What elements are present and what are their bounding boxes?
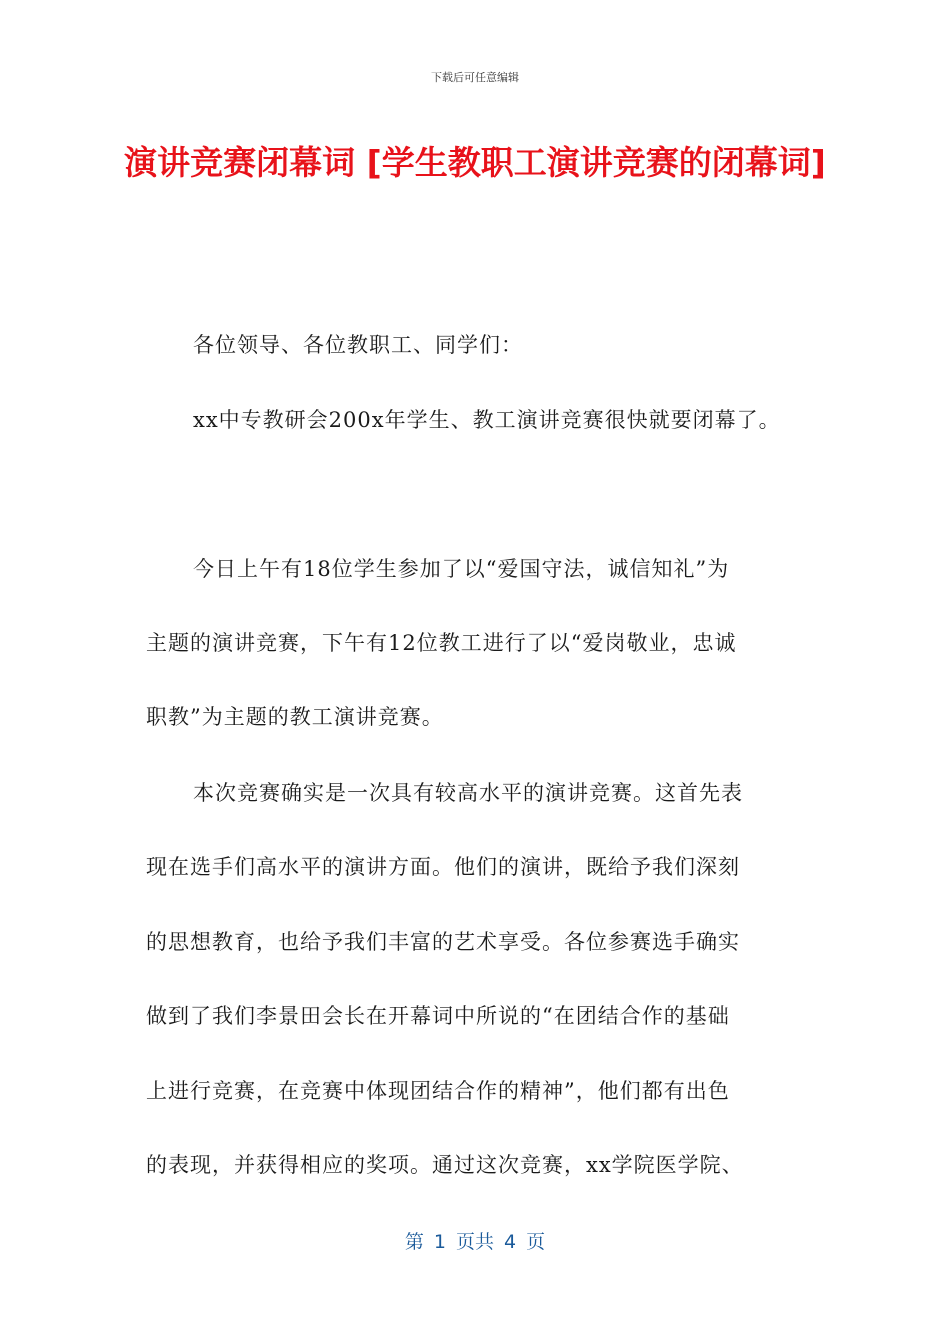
body-line: 上进行竞赛，在竞赛中体现团结合作的精神”，他们都有出色 [146, 1079, 730, 1103]
body-line: 职教”为主题的教工演讲竞赛。 [146, 705, 444, 729]
body-line: 本次竞赛确实是一次具有较高水平的演讲竞赛。这首先表 [193, 781, 743, 805]
body-line: 今日上午有18位学生参加了以“爱国守法，诚信知礼”为 [193, 557, 730, 581]
body-line: 现在选手们高水平的演讲方面。他们的演讲，既给予我们深刻 [146, 855, 740, 879]
body-line: xx中专教研会200x年学生、教工演讲竞赛很快就要闭幕了。 [193, 408, 781, 432]
body-line: 主题的演讲竞赛，下午有12位教工进行了以“爱岗敬业，忠诚 [146, 631, 737, 655]
body-line: 的表现，并获得相应的奖项。通过这次竞赛，xx学院医学院、 [146, 1153, 744, 1177]
body-line: 的思想教育，也给予我们丰富的艺术享受。各位参赛选手确实 [146, 930, 740, 954]
document-title: 演讲竞赛闭幕词 [学生教职工演讲竞赛的闭幕词] [124, 143, 826, 182]
salutation-line: 各位领导、各位教职工、同学们： [193, 333, 523, 357]
body-line: 做到了我们李景田会长在开幕词中所说的“在团结合作的基础 [146, 1004, 730, 1028]
page-footer: 第 1 页共 4 页 [404, 1231, 546, 1253]
header-note: 下载后可任意编辑 [431, 71, 519, 84]
